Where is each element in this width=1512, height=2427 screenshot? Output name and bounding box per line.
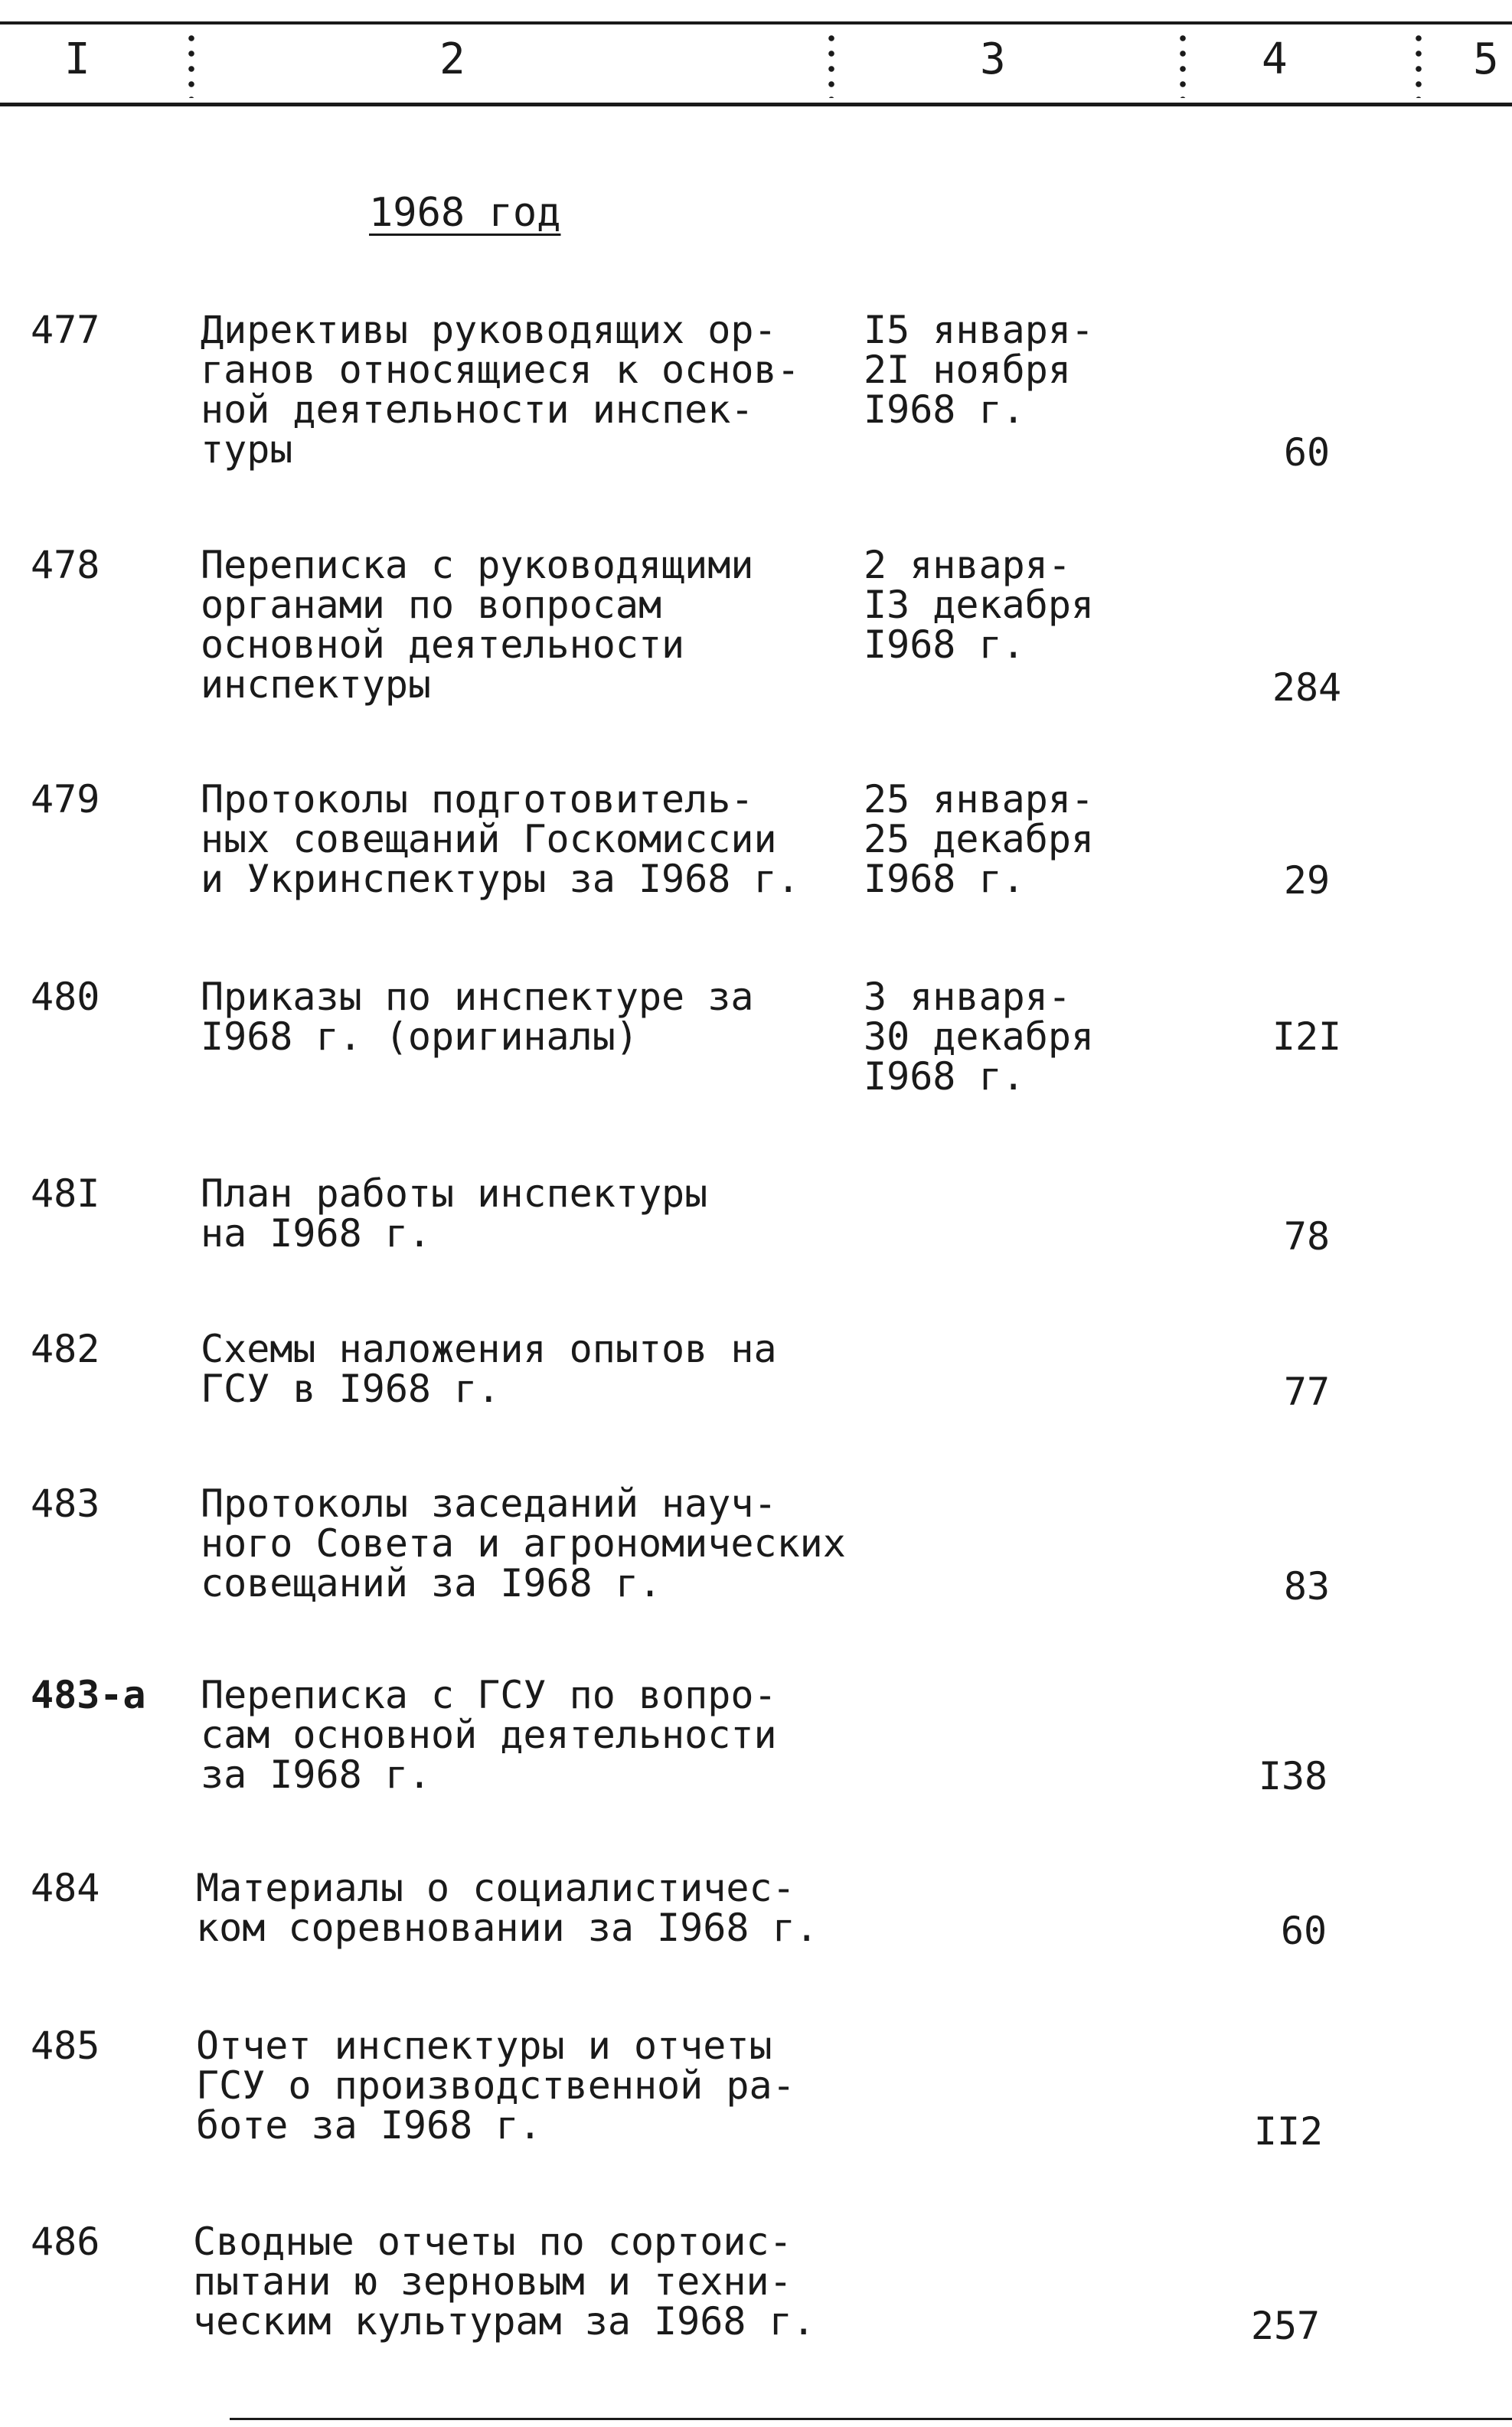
bottom-rule	[230, 2418, 1512, 2420]
entry-title-line: Протоколы заседаний науч-	[201, 1481, 777, 1526]
entry-number: 477	[31, 308, 100, 352]
entry-number: 478	[31, 543, 100, 587]
column-header-4: 4	[1262, 34, 1288, 84]
entry-title-line: совещаний за I968 г.	[201, 1561, 662, 1605]
entry-title-line: Сводные отчеты по сортоис-	[193, 2220, 792, 2264]
entry-title-line: Директивы руководящих ор-	[201, 308, 777, 352]
entry-date-line: I968 г.	[864, 1054, 1025, 1099]
entry-date-line: I968 г.	[864, 857, 1025, 901]
entry-date-line: I3 декабря	[864, 583, 1095, 627]
entry-title-line: ГСУ в I968 г.	[201, 1367, 501, 1411]
entry-date-line: 25 января-	[864, 777, 1095, 822]
column-separator	[1415, 31, 1422, 98]
entry-title-line: Отчет инспектуры и отчеты	[196, 2024, 772, 2068]
entry-title-line: Протоколы подготовитель-	[201, 777, 754, 822]
entry-sheet-count: 60	[1280, 1909, 1327, 1953]
entry-sheet-count: 257	[1250, 2304, 1321, 2348]
entry-title-line: за I968 г.	[201, 1752, 432, 1797]
column-separator	[1179, 31, 1187, 98]
entry-title-line: ных совещаний Госкомиссии	[201, 817, 777, 861]
entry-title-line: сам основной деятельности	[201, 1713, 777, 1757]
entry-title-line: инспектуры	[201, 662, 432, 707]
entry-number: 483	[31, 1481, 100, 1526]
entry-title-line: План работы инспектуры	[201, 1171, 708, 1216]
entry-number: 486	[31, 2220, 100, 2264]
entry-title-line: ГСУ о производственной ра-	[196, 2063, 795, 2108]
entry-number: 485	[31, 2024, 100, 2068]
entry-title-line: пытани ю зерновым и техни-	[193, 2259, 792, 2304]
entry-title-line: I968 г. (оригиналы)	[201, 1014, 638, 1059]
entry-date-line: I968 г.	[864, 387, 1025, 432]
entry-title-line: ганов относящиеся к основ-	[201, 348, 800, 392]
entry-title-line: боте за I968 г.	[196, 2103, 542, 2148]
entry-number: 483-а	[31, 1673, 146, 1717]
column-separator	[188, 31, 195, 98]
entry-sheet-count: 78	[1283, 1214, 1331, 1259]
entry-title-line: и Укринспектуры за I968 г.	[201, 857, 800, 901]
column-header-2: 2	[439, 34, 465, 84]
entry-title-line: ного Совета и агрономических	[201, 1521, 846, 1566]
entry-sheet-count: 284	[1272, 665, 1342, 710]
entry-title-line: туры	[201, 427, 293, 472]
entry-title-line: ческим культурам за I968 г.	[193, 2299, 815, 2344]
entry-title-line: ком соревновании за I968 г.	[196, 1906, 818, 1950]
header-bottom-rule	[0, 103, 1512, 106]
entry-sheet-count: I2I	[1272, 1014, 1342, 1059]
entry-sheet-count: 83	[1283, 1564, 1331, 1609]
entry-title-line: Переписка с руководящими	[201, 543, 754, 587]
entry-date-line: 30 декабря	[864, 1014, 1095, 1059]
entry-number: 480	[31, 975, 100, 1019]
column-header-1: I	[64, 34, 90, 84]
year-heading: 1968 год	[369, 190, 561, 236]
entry-date-line: 3 января-	[864, 975, 1071, 1019]
entry-title-line: ной деятельности инспек-	[201, 387, 754, 432]
entry-sheet-count: II2	[1253, 2109, 1324, 2154]
entry-sheet-count: 60	[1283, 430, 1331, 475]
header-top-rule	[0, 21, 1512, 24]
entry-title-line: Материалы о социалистичес-	[196, 1866, 795, 1910]
entry-number: 48I	[31, 1171, 100, 1216]
entry-title-line: основной деятельности	[201, 622, 685, 667]
entry-date-line: I968 г.	[864, 622, 1025, 667]
entry-sheet-count: 77	[1283, 1370, 1331, 1414]
entry-date-line: 2 января-	[864, 543, 1071, 587]
column-header-5: 5	[1473, 34, 1499, 84]
entry-sheet-count: 29	[1283, 858, 1331, 903]
entry-title-line: органами по вопросам	[201, 583, 662, 627]
column-separator	[828, 31, 835, 98]
entry-sheet-count: I38	[1258, 1754, 1328, 1798]
entry-number: 482	[31, 1327, 100, 1371]
entry-title-line: Переписка с ГСУ по вопро-	[201, 1673, 777, 1717]
entry-date-line: 25 декабря	[864, 817, 1095, 861]
entry-title-line: Схемы наложения опытов на	[201, 1327, 777, 1371]
entry-date-line: I5 января-	[864, 308, 1095, 352]
entry-date-line: 2I ноября	[864, 348, 1071, 392]
entry-title-line: Приказы по инспектуре за	[201, 975, 754, 1019]
entry-number: 484	[31, 1866, 100, 1910]
entry-number: 479	[31, 777, 100, 822]
entry-title-line: на I968 г.	[201, 1211, 432, 1256]
column-header-3: 3	[980, 34, 1006, 84]
